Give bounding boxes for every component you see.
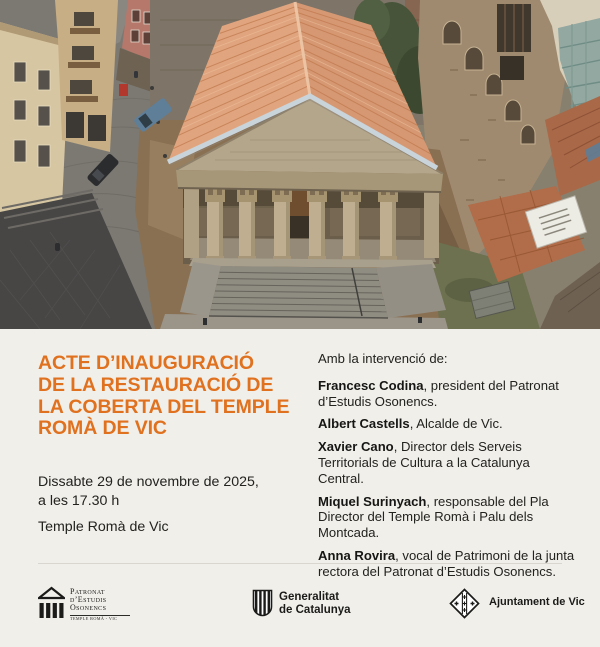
speaker-entry <box>318 494 575 541</box>
speaker-entry <box>318 416 575 432</box>
patronat-logo-text <box>70 588 130 622</box>
generalitat-shield-icon <box>252 589 273 618</box>
event-title-line: LA COBERTA DEL TEMPLE <box>38 395 290 418</box>
patronat-line3: Osonencs <box>70 603 107 613</box>
event-title <box>38 353 328 440</box>
event-datetime <box>38 473 259 511</box>
event-title-line: ACTE D’INAUGURACIÓ <box>38 352 254 374</box>
speaker-name: Francesc Codina <box>318 377 424 393</box>
speaker-role: , Alcalde de Vic. <box>409 416 503 432</box>
speakers-list <box>318 378 575 580</box>
patronat-temple-icon <box>38 586 65 621</box>
event-date: Dissabte 29 de novembre de 2025, <box>38 474 259 490</box>
speaker-name: Miquel Surinyach <box>318 493 427 509</box>
speaker-role: , Director dels Serveis Territorials de Cultura a la Catalunya Central. <box>318 439 530 486</box>
generalitat-logo-text <box>279 591 351 617</box>
speakers-heading: Amb la intervenció de: <box>318 351 448 366</box>
speaker-role: , responsable del Pla Director del Temple Romà i Palu dels Montcada. <box>318 493 549 541</box>
speaker-name: Xavier Cano <box>318 439 394 455</box>
speaker-name: Albert Castells <box>318 416 410 432</box>
generalitat-line2: de Catalunya <box>279 603 351 616</box>
event-location: Temple Romà de Vic <box>38 519 169 535</box>
generalitat-line1: Generalitat <box>279 591 340 603</box>
footer-divider <box>38 563 562 564</box>
ajuntament-logo-text: Ajuntament de Vic <box>489 596 585 608</box>
speaker-role: , president del Patronat d’Estudis Osonencs. <box>318 377 559 409</box>
patronat-line2: d’Estudis <box>70 595 107 605</box>
event-time: a les 17.30 h <box>38 493 120 509</box>
speaker-role: , vocal de Patrimoni de la junta rectora del Patronat d’Estudis Osonencs. <box>318 547 575 579</box>
patronat-line1: Patronat <box>70 587 105 596</box>
pedestrian <box>55 243 60 251</box>
speaker-entry <box>318 439 575 486</box>
ajuntament-vic-emblem-icon <box>449 588 480 619</box>
event-title-line: ROMÀ DE VIC <box>38 417 167 440</box>
temple-stairs <box>180 258 446 318</box>
speaker-entry <box>318 378 575 410</box>
speakers-section <box>318 351 575 587</box>
pedestrian <box>134 71 138 78</box>
patronat-subline: TEMPLE ROMÀ - VIC <box>70 615 130 622</box>
speaker-name: Anna Rovira <box>318 547 396 563</box>
event-title-line: DE LA RESTAURACIÓ DE <box>38 373 274 396</box>
